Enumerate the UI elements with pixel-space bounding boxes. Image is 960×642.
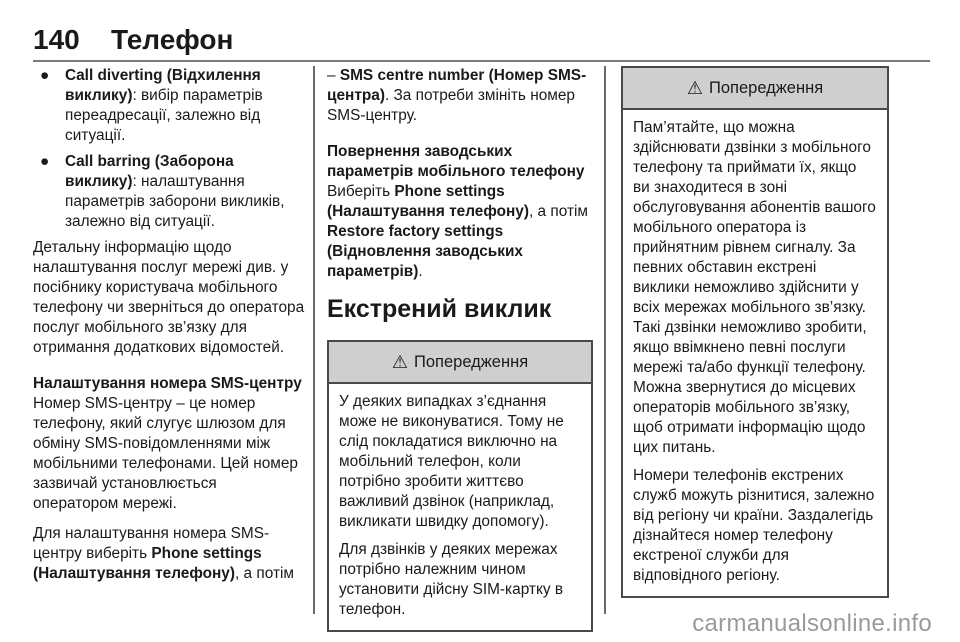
restore-mid: , а потім [529, 203, 588, 220]
heading-emergency-call: Екстрений виклик [327, 295, 552, 323]
warning-title: Попередження [414, 353, 529, 371]
paragraph-details: Детальну інформацію щодо налаштування послуг мережі див. у посібнику користувача мобільного телефону чи зверніться до оператора послуг мобільного зв’язку для отримання додаткових відомостей. [33, 239, 305, 356]
call-barring-desc: : налаштування параметрів заборони викликів, залежно від ситуації. [65, 173, 285, 230]
column-left [33, 66, 305, 594]
restore-prefix: Виберіть [327, 183, 395, 200]
subheading-restore: Повернення заводських параметрів мобільного телефону [327, 143, 585, 180]
page-number: 140 [33, 24, 80, 55]
warning-box [327, 340, 593, 632]
section-title: Телефон [111, 24, 234, 55]
paragraph-restore [327, 182, 593, 282]
restore-factory-term: Restore factory settings (Відновлення заводських параметрів) [327, 223, 523, 280]
column-divider-right [604, 66, 606, 614]
call-diverting-desc: : вибір параметрів переадресації, залежно від ситуації. [65, 87, 263, 144]
warning-title: Попередження [709, 79, 824, 97]
warning-header [329, 342, 591, 384]
sms-number-desc: . За потреби змініть номер SMS-центру. [327, 87, 575, 124]
bullet-dot-icon: ● [40, 153, 50, 170]
warning-header [623, 68, 887, 110]
warning-body [623, 110, 887, 596]
warning-paragraph: Номери телефонів екстрених служб можуть різнитися, залежно від регіону чи країни. Заздалегідь дізнайтеся номер телефону екстреної служби для відповідного регіону. [633, 467, 875, 584]
watermark: carmanualsonline.info [692, 610, 932, 637]
phone-settings-term: Phone settings (Налаштування телефону) [327, 183, 529, 220]
warning-triangle-icon: ⚠ [686, 78, 703, 98]
warning-paragraph: У деяких випадках з’єднання може не виконуватися. Тому не слід покладатися виключно на мобільний телефон, коли потрібно зробити життєво важливий дзвінок (наприклад, викликати швидку допомогу). [339, 393, 564, 530]
list-item [33, 152, 305, 232]
restore-suffix: . [418, 263, 423, 280]
paragraph-sms-number [327, 66, 593, 126]
phone-settings-term: Phone settings (Налаштування телефону) [33, 545, 262, 582]
list-item [33, 66, 305, 146]
warning-paragraph: Пам’ятайте, що можна здійснювати дзвінки з мобільного телефону та приймати їх, якщо ви знаходитеся в зоні обслуговування абонентів вашого мобільного оператора із прийнятним рівнем сигналу. За певних обставин екстрені виклики неможливо здійснити у всіх мережах мобільного зв’язку. Такі дзвінки неможливо зробити, якщо ввімкнено певні послуги мережі та/або функції телефону. Можна звернутися до місцевих операторів мобільного зв’язку, щоб отримати інформацію щодо цих питань. [633, 119, 876, 456]
warning-triangle-icon: ⚠ [391, 352, 408, 372]
call-diverting-term: Call diverting (Відхилення виклику) [65, 67, 261, 104]
call-barring-term: Call barring (Заборона виклику) [65, 153, 234, 190]
warning-body [329, 384, 591, 630]
sms-setup-suffix: , а потім [235, 565, 294, 582]
page-header [33, 12, 930, 62]
sms-setup-prefix: Для налаштування номера SMS-центру виберіть [33, 525, 270, 562]
warning-box [621, 66, 889, 598]
sms-centre-number-term: SMS centre number (Номер SMS-центра) [327, 67, 587, 104]
paragraph-sms-centre: Номер SMS-центру – це номер телефону, який слугує шлюзом для обміну SMS-повідомленнями між мобільними телефонами. Цей номер зазвичай установлюється оператором мережі. [33, 395, 298, 512]
column-divider-left [313, 66, 315, 614]
subheading-sms-centre: Налаштування номера SMS-центру [33, 375, 302, 392]
column-right [621, 66, 889, 598]
bullet-dot-icon: ● [40, 67, 50, 84]
paragraph-sms-setup [33, 524, 305, 584]
dash-prefix: – [327, 67, 340, 84]
column-middle [327, 66, 593, 632]
warning-paragraph: Для дзвінків у деяких мережах потрібно належним чином установити дійсну SIM-картку в телефон. [339, 541, 564, 618]
